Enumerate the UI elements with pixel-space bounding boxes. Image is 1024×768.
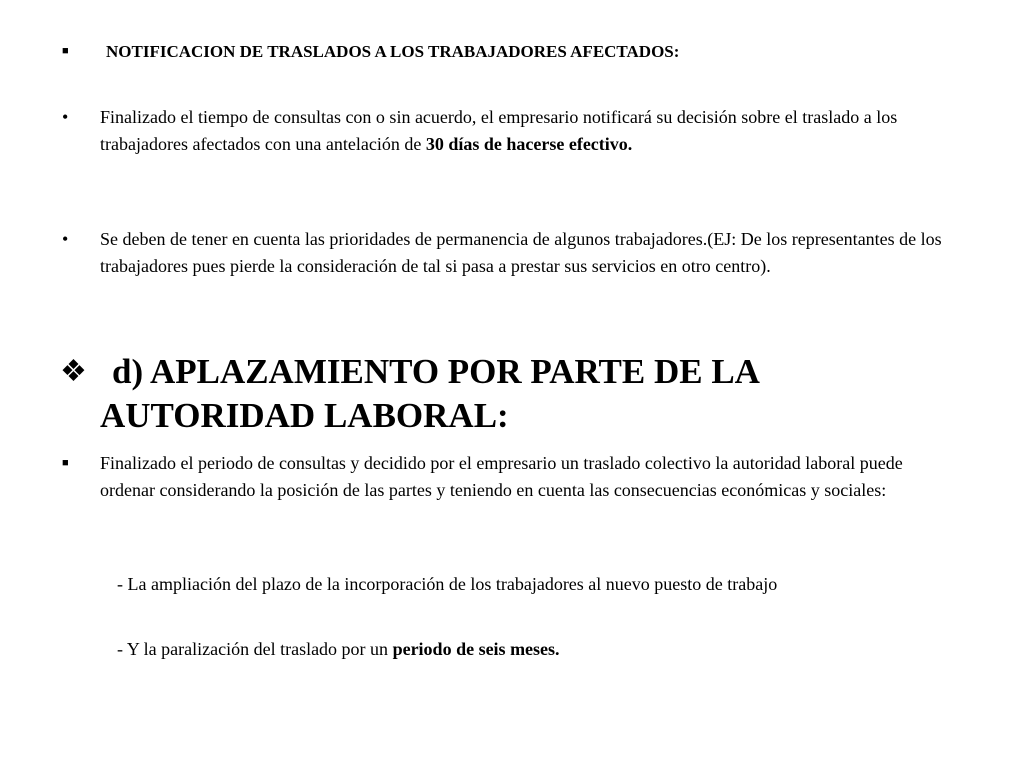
square-bullet-icon: ■ (62, 457, 69, 469)
round-bullet-icon: • (62, 229, 69, 249)
section1-heading: NOTIFICACION DE TRASLADOS A LOS TRABAJADORES AFECTADOS: (106, 42, 680, 61)
diamond-bullet-icon: ❖ (60, 355, 87, 388)
round-bullet-icon: • (62, 107, 69, 127)
sub-item-text-bold: periodo de seis meses. (392, 639, 560, 659)
sub-item-text: - La ampliación del plazo de la incorporación de los trabajadores al nuevo puesto de trabajo (117, 574, 778, 594)
sub-item-text-regular: - Y la paralización del traslado por un (117, 639, 393, 659)
section2-heading: d) APLAZAMIENTO POR PARTE DE LA AUTORIDAD LABORAL: (100, 352, 759, 435)
bullet-text-bold: 30 días de hacerse efectivo. (425, 134, 633, 154)
bullet-text (100, 104, 930, 158)
sub-item-text (117, 636, 1017, 663)
section2-paragraph: Finalizado el periodo de consultas y decidido por el empresario un traslado colectivo la autoridad laboral puede ordenar considerando la posición de las partes y teniendo en cuenta las consecuencias económicas y sociales: (100, 453, 903, 500)
square-bullet-icon: ■ (62, 45, 69, 57)
bullet-text: Se deben de tener en cuenta las prioridades de permanencia de algunos trabajadores.(EJ: De los representantes de los trabajadores pues pierde la consideración de tal si pasa a prestar sus servicios en otro centro). (100, 229, 942, 276)
bullet-text-regular: Finalizado el tiempo de consultas con o sin acuerdo, el empresario notificará su decisión sobre el traslado a los trabajadores afectados con una antelación de (100, 107, 898, 154)
